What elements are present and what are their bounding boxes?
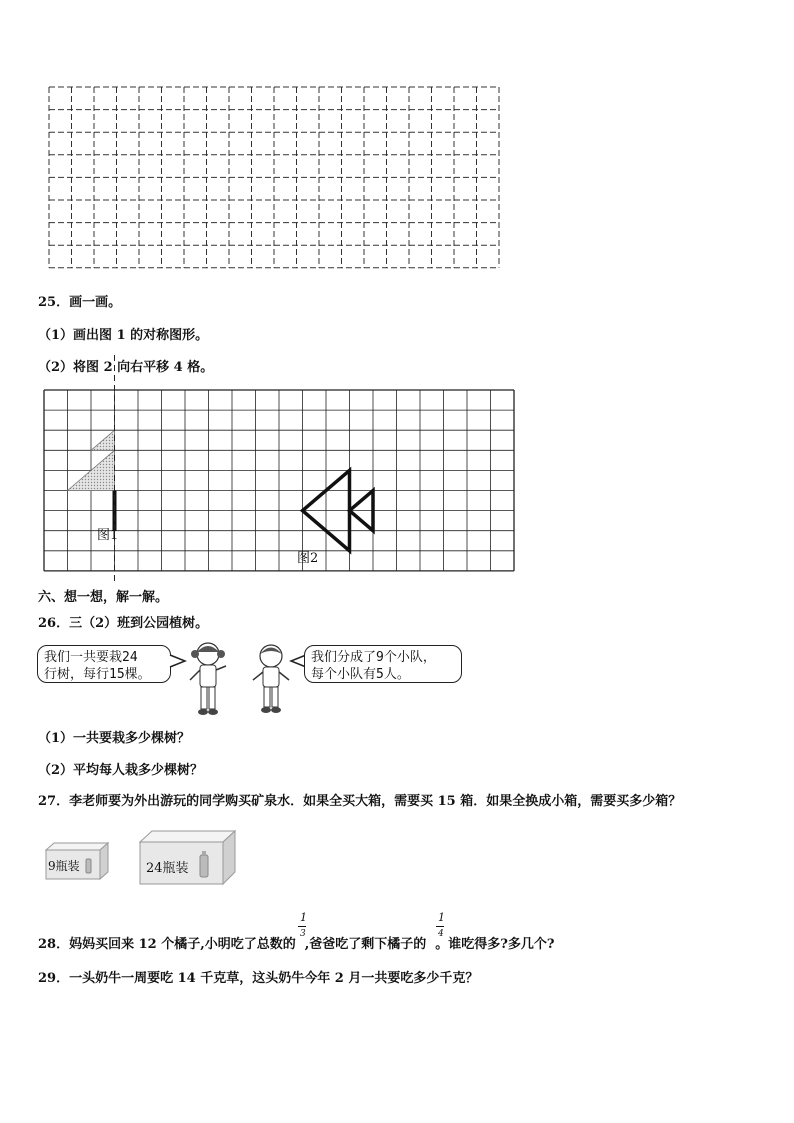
fraction1-bar: [298, 926, 306, 927]
figure2-label: 图2: [297, 551, 319, 566]
figure1-upper-triangle: [91, 430, 115, 450]
big-box-label: 24瓶装: [146, 861, 189, 876]
q28-text-before: 28．妈妈买回来 12 个橘子,小明吃了总数的: [38, 937, 296, 952]
q26-part1: （1）一共要栽多少棵树？: [38, 731, 191, 746]
bubble-right-line2: 每个小队有5人。: [311, 667, 410, 682]
fraction1-denominator: 3: [300, 929, 306, 939]
q25-title: 25．画一画。: [38, 295, 122, 310]
figure1-label: 图1: [97, 528, 119, 543]
q26-part2: （2）平均每人栽多少棵树？: [38, 763, 204, 778]
bubble-right-line1: 我们分成了9个小队，: [311, 650, 436, 665]
fraction2-bar: [436, 926, 444, 927]
q26-title: 26．三（2）班到公园植树。: [38, 616, 209, 631]
dashed-grid: [0, 0, 794, 300]
fraction2-numerator: 1: [438, 911, 445, 924]
small-box-label: 9瓶装: [48, 859, 80, 873]
boy-illustration: [249, 642, 293, 716]
section6-title: 六、想一想，解一解。: [38, 590, 169, 605]
q25-part2: （2）将图 2 向右平移 4 格。: [38, 360, 214, 375]
drawing-grid: [0, 355, 794, 585]
q28-text-after: 。谁吃得多?多几个?: [435, 937, 555, 952]
bubble-left-line1: 我们一共要栽24: [44, 650, 138, 665]
fraction1-numerator: 1: [300, 911, 307, 924]
q28-text-middle: ,爸爸吃了剩下橘子的: [304, 937, 427, 952]
speech-bubble-left: [37, 645, 171, 683]
q27-title: 27．李老师要为外出游玩的同学购买矿泉水．如果全买大箱，需要买 15 箱．如果全换成小箱，需要买多少箱？: [38, 794, 682, 809]
girl-illustration: [182, 640, 234, 718]
fraction2-denominator: 4: [438, 929, 444, 939]
bubble-left-line2: 行树，每行15棵。: [44, 667, 151, 682]
speech-bubble-right: [304, 645, 462, 683]
q29-title: 29．一头奶牛一周要吃 14 千克草，这头奶牛今年 2 月一共要吃多少千克？: [38, 971, 479, 986]
q28-text: [38, 933, 555, 952]
q25-part1: （1）画出图 1 的对称图形。: [38, 328, 209, 343]
